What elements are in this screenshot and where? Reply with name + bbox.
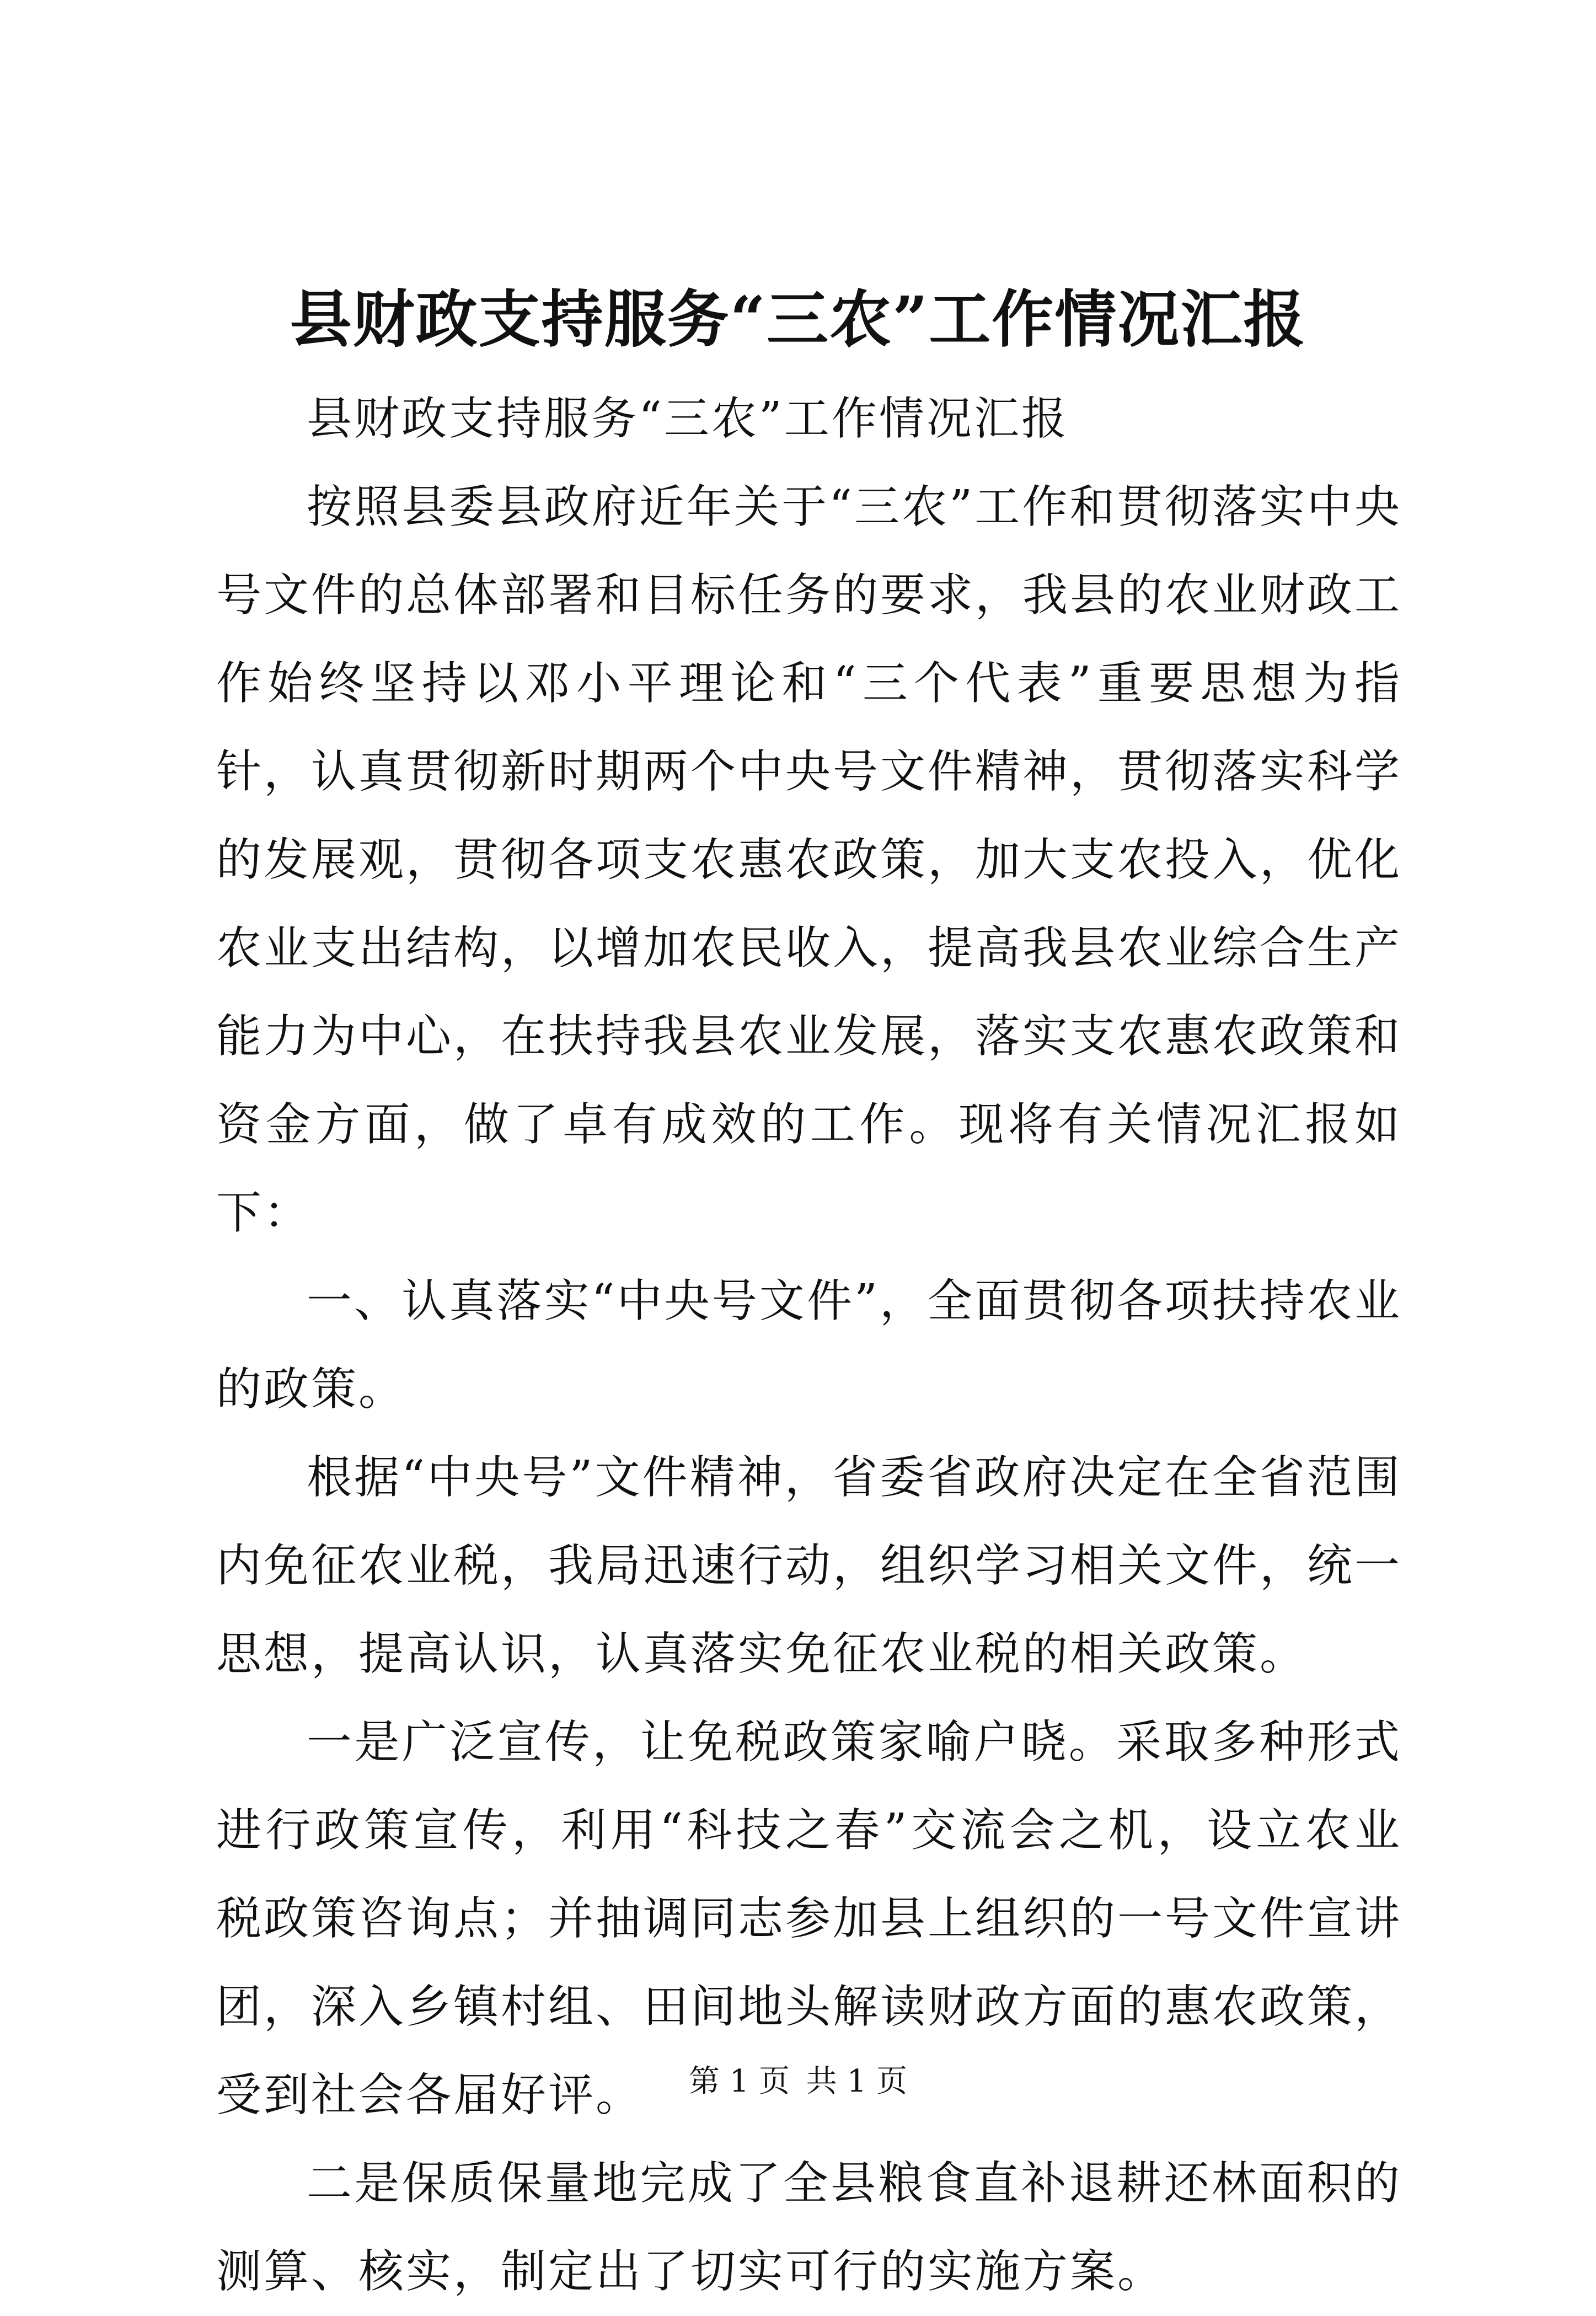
document-body [216,375,1402,2316]
subtitle-paragraph: 县财政支持服务“三农”工作情况汇报 [307,393,1069,445]
section-heading-1: 一、认真落实“中央号文件”，全面贯彻各项扶持农业的政策。 [216,1275,1402,1416]
page-footer [0,2060,1596,2104]
page-number: 第 1 页 [688,2063,790,2099]
body-paragraph: 二是保质保量地完成了全县粮食直补退耕还林面积的测算、核实，制定出了切实可行的实施方案。 [216,2157,1402,2298]
page-total: 共 1 页 [806,2063,908,2099]
body-paragraph: 根据“中央号”文件精神，省委省政府决定在全省范围内免征农业税，我局迅速行动，组织学习相关文件，统一思想，提高认识，认真落实免征农业税的相关政策。 [216,1451,1402,1680]
intro-paragraph: 按照县委县政府近年关于“三农”工作和贯彻落实中央号文件的总体部署和目标任务的要求，我县的农业财政工作始终坚持以邓小平理论和“三个代表”重要思想为指针，认真贯彻新时期两个中央号文件精神，贯彻落实科学的发展观，贯彻各项支农惠农政策，加大支农投入，优化农业支出结构，以增加农民收入，提高我县农业综合生产能力为中心，在扶持我县农业发展，落实支农惠农政策和资金方面，做了卓有成效的工作。现将有关情况汇报如下： [216,481,1402,1239]
body-paragraph: 一是广泛宣传，让免税政策家喻户晓。采取多种形式进行政策宣传，利用“科技之春”交流会之机，设立农业税政策咨询点；并抽调同志参加县上组织的一号文件宣讲团，深入乡镇村组、田间地头解读财政方面的惠农政策，受到社会各届好评。 [216,1716,1402,2121]
document-title: 县财政支持服务“三农”工作情况汇报 [290,283,1306,356]
